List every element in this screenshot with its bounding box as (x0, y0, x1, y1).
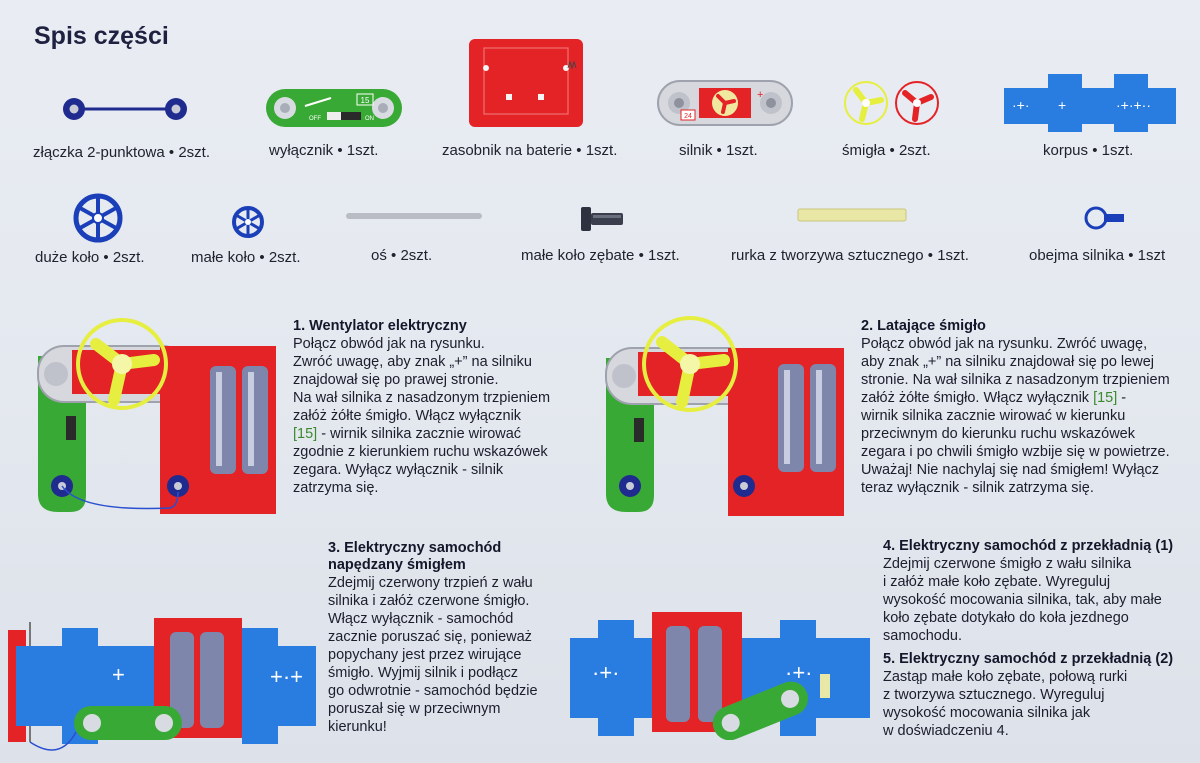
step-3-line: Włącz wyłącznik - samochód (328, 611, 514, 627)
step-4-line: wysokość mocowania silnika, tak, aby małe (883, 592, 1162, 608)
switch-off-text: OFF (309, 116, 321, 122)
step-3-line: poruszał się w przeciwnym (328, 701, 501, 717)
step-2-line: aby znak „+” na silniku znajdował się po lewej (861, 354, 1154, 370)
step-2-line: zegara i po chwili śmigło wzbije się w powietrze. (861, 444, 1170, 460)
step-1-line: załóż żółte śmigło. Włącz wyłącznik (293, 408, 522, 424)
step-1-title: 1. Wentylator elektryczny (293, 318, 467, 334)
small-gear-image (579, 205, 625, 233)
motor-clamp-image (1082, 204, 1124, 236)
step-1-line: znajdował się po prawej stronie. (293, 372, 499, 388)
motor-number-text: 24 (684, 113, 692, 120)
part-label-connector: złączka 2-punktowa • 2szt. (33, 144, 211, 161)
propellers-image (842, 80, 940, 126)
step-3-line: zacznie poruszać się, ponieważ (328, 629, 532, 645)
step-2-line: teraz wyłącznik - silnik zatrzyma się. (861, 480, 1094, 496)
svg-text:·+·: ·+· (592, 660, 620, 685)
step-5-line: z tworzywa sztucznego. Wyreguluj (883, 687, 1105, 703)
step-2-block (861, 318, 1191, 497)
step-2-line: Połącz obwód jak na rysunku. Zwróć uwagę, (861, 336, 1148, 352)
page-title: Spis części (34, 22, 169, 50)
step-3-line: silnika i załóż czerwone śmigło. (328, 593, 530, 609)
step-2-line: stronie. Na wał silnika z nasadzonym trzpieniem (861, 372, 1170, 388)
step-5-line: wysokość mocowania silnika jak (883, 705, 1091, 721)
step-2-title: 2. Latające śmigło (861, 318, 986, 334)
step-1-block (293, 318, 568, 497)
step-3-line: go odwrotnie - samochód będzie (328, 683, 538, 699)
motor-plus-text: + (757, 89, 764, 101)
step-1-line: Zwróć uwagę, aby znak „+” na silniku (293, 354, 532, 370)
step-2-line: wirnik silnika zacznie wirować w kierunku (861, 408, 1126, 424)
step-4-line: Zdejmij czerwone śmigło z wału silnika (883, 556, 1132, 572)
part-label-small-wheel: małe koło • 2szt. (191, 249, 301, 266)
step-3-block (328, 540, 578, 736)
part-label-motor-clamp: obejma silnika • 1szt (1029, 247, 1166, 264)
step-5-line: w doświadczeniu 4. (883, 723, 1009, 739)
part-label-plastic-tube: rurka z tworzywa sztucznego • 1szt. (731, 247, 969, 264)
svg-text:·+·+··: ·+·+·· (1116, 97, 1151, 113)
step-2-line: Uważaj! Nie nachylaj się nad śmigłem! Wyłącz (861, 462, 1160, 478)
battery-holder-image (468, 38, 584, 128)
step-3-line: śmigło. Wyjmij silnik i podłącz (328, 665, 519, 681)
step-1-line: zatrzyma się. (293, 480, 379, 496)
step-3-title: 3. Elektryczny samochód napędzany śmigłem (328, 540, 502, 573)
step-4-line: koło zębate dotykało do koła jezdnego (883, 610, 1129, 626)
fan-circuit-illustration (30, 316, 284, 526)
chassis-image (1004, 70, 1176, 132)
large-wheel-image (73, 193, 123, 243)
step-4-line: samochodu. (883, 628, 962, 644)
svg-text:+·+: +·+ (270, 664, 304, 689)
part-label-motor: silnik • 1szt. (679, 142, 758, 159)
motor-image (657, 80, 793, 126)
part-label-battery-holder: zasobnik na baterie • 1szt. (442, 142, 618, 159)
axle-image (346, 210, 482, 222)
propeller-car-illustration (0, 612, 322, 763)
plastic-tube-image (797, 206, 907, 224)
part-label-switch: wyłącznik • 1szt. (269, 142, 379, 159)
switch-number-text: 15 (360, 96, 370, 105)
connector-2point-image (60, 94, 190, 124)
svg-text:·+·: ·+· (1012, 97, 1030, 113)
step-3-line: Zdejmij czerwony trzpień z wału (328, 575, 533, 591)
step-4-block (883, 538, 1195, 645)
svg-text:+: + (1058, 97, 1067, 113)
svg-text:·+·: ·+· (785, 660, 813, 685)
switch-on-text: ON (365, 116, 374, 122)
switch-image (265, 88, 403, 128)
step-1-line: Na wał silnika z nasadzonym trzpieniem (293, 390, 551, 406)
step-5-block (883, 651, 1195, 740)
step-5-title: 5. Elektryczny samochód z przekładnią (2) (883, 651, 1174, 667)
step-4-line: i załóż małe koło zębate. Wyreguluj (883, 574, 1111, 590)
step-1-line: Połącz obwód jak na rysunku. (293, 336, 485, 352)
small-wheel-image (231, 205, 265, 239)
svg-text:+: + (112, 662, 125, 687)
step-3-line: kierunku! (328, 719, 387, 735)
switch-reference: [15] (1093, 390, 1118, 406)
step-3-line: popychany jest przez wirujące (328, 647, 522, 663)
switch-reference: [15] (293, 426, 318, 442)
geared-car-illustration (570, 610, 870, 740)
part-label-small-gear: małe koło zębate • 1szt. (521, 247, 680, 264)
step-1-line: [15] - wirnik silnika zacznie wirować (293, 426, 522, 442)
part-label-chassis: korpus • 1szt. (1043, 142, 1134, 159)
part-label-propellers: śmigła • 2szt. (842, 142, 931, 159)
flying-propeller-illustration (598, 314, 850, 524)
step-1-line: zgodnie z kierunkiem ruchu wskazówek (293, 444, 548, 460)
part-label-large-wheel: duże koło • 2szt. (35, 249, 145, 266)
part-label-axle: oś • 2szt. (371, 247, 433, 264)
step-2-line: przeciwnym do kierunku ruchu wskazówek (861, 426, 1135, 442)
step-1-line: zegara. Wyłącz wyłącznik - silnik (293, 462, 504, 478)
step-4-title: 4. Elektryczny samochód z przekładnią (1) (883, 538, 1174, 554)
step-2-line: załóż żółte śmigło. Włącz wyłącznik [15] - (861, 390, 1127, 406)
step-5-line: Zastąp małe koło zębate, połową rurki (883, 669, 1128, 685)
